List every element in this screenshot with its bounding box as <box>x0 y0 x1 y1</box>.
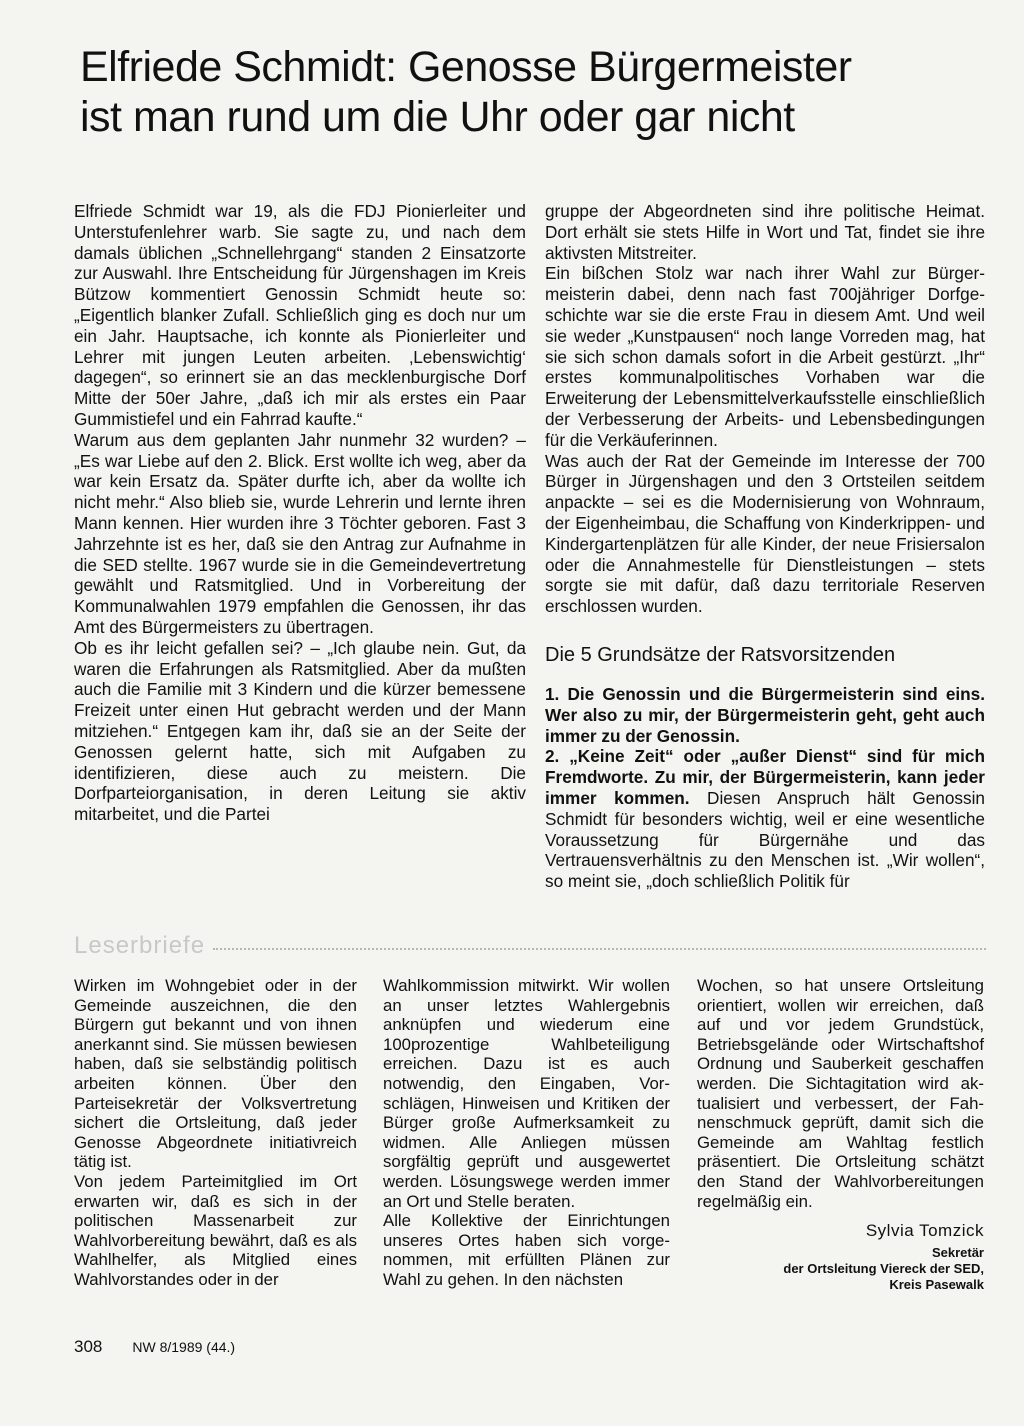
title-line-1: Elfriede Schmidt: Genosse Bürgermeister <box>80 43 852 91</box>
paragraph: gruppe der Abgeordneten sind ihre politische Heimat. Dort erhält sie stets Hilfe in Wort und Tat, findet sie ihre aktivsten Mitstreiter. <box>545 201 985 263</box>
paragraph: Warum aus dem geplanten Jahr nunmehr 32 wurden? – „Es war Liebe auf den 2. Blick. Erst wollte ich weg, aber da war kein Ersatz da. Später durfte ich, aber da wollte ich nicht mehr.“ Also blieb sie, wurde Lehrerin und lernte ihren Mann kennen. Hier wurden ihre 3 Töchter geboren. Fast 3 Jahrzehnte ist es her, daß sie den Antrag zur Aufnahme in die SED stellte. 1967 wurde sie in die Gemeindevertretung gewählt und Ratsmitglied. Und in Vorbereitung der Kommunalwahlen 1979 empfahlen die Genossen, ihr das Amt des Bürgermeisters zu übertragen. <box>74 429 526 637</box>
paragraph: Ein bißchen Stolz war nach ihrer Wahl zur Bürgermeisterin dabei, denn nach fast 700jähriger Dorfgeschichte war sie die erste Frau in diesem Amt. Und weil sie weder „Kunstpausen“ noch lange Vorreden mag, hat sie sich schon damals sofort in die Arbeit gestürzt. „Ihr“ erstes kommunalpolitisches Vorhaben war die Erweiterung der Lebensmittelverkaufsstelle einschließlich der Verbesserung der Arbeits- und Lebensbedingungen für die Verkäuferinnen. <box>545 263 985 450</box>
section-heading: Die 5 Grundsätze der Ratsvorsitzenden <box>545 643 896 666</box>
title-line-2: ist man rund um die Uhr oder gar nicht <box>80 93 795 141</box>
page-number: 308 <box>74 1337 103 1356</box>
paragraph: Wirken im Wohngebiet oder in der Gemeinde auszeichnen, die den Bürgern gut bekannt und von ihnen anerkannt sind. Sie müssen bewiesen haben, daß sie selbständig politisch arbeiten können. Über den Parteisekretär der Volksvertretung sichert die Ortsleitung, daß jeder Genosse Abgeordnete initiativreich tätig ist. <box>74 976 357 1172</box>
article-title <box>80 42 980 142</box>
author-name: Sylvia Tomzick <box>865 1221 984 1241</box>
paragraph: Wochen, so hat unsere Ortsleitung orientiert, wollen wir erreichen, daß auf und vor jedem Grundstück, Betriebsgelände oder Wirtschaftshof Ordnung und Sauberkeit geschaffen werden. Die Sichtagitation wird aktualisiert und verbessert, der Fahnenschmuck geprüft, damit sich die Gemeinde am Wahltag festlich präsentiert. Die Ortsleitung schätzt den Stand der Wahlvorbereitungen regelmäßig ein. <box>697 976 984 1211</box>
principle-1: 1. Die Genossin und die Bürgermeisterin sind eins. Wer also zu mir, der Bürgermeisterin geht, geht auch immer zu der Genossin. <box>545 683 985 746</box>
author-role-line: der Ortsleitung Viereck der SED, <box>783 1260 984 1276</box>
rubric-divider <box>213 948 986 950</box>
paragraph: Alle Kollektive der Einrichtungen unseres Ortes haben sich vorgenommen, mit erfüllten Plänen zur Wahl zu gehen. In den nächsten <box>383 1211 670 1289</box>
section-rubric <box>74 926 986 966</box>
article-column-right <box>545 201 985 892</box>
paragraph: Elfriede Schmidt war 19, als die FDJ Pionierleiter und Unterstufenlehrer warb. Sie sagte zu, und nach dem damals üblichen „Schnellehrgang“ standen 2 Einsatzorte zur Auswahl. Ihre Entscheidung für Jürgenshagen im Kreis Bützow kommentiert Genossin Schmidt heute so: „Eigentlich blanker Zufall. Schließlich ging es doch nur um ein Jahr. Hauptsache, ich konnte als Pionierleiter und Lehrer mit jungen Leuten arbeiten. ‚Lebenswichtig‘ dagegen“, so erinnert sie an das mecklenburgische Dorf Mitte der 50er Jahre, „daß ich mir als erstes ein Paar Gummistiefel und ein Fahrrad kaufte.“ <box>74 201 526 429</box>
rubric-label: Leserbriefe <box>74 932 206 959</box>
issue-reference: NW 8/1989 (44.) <box>132 1339 236 1355</box>
paragraph: Wahlkommission mitwirkt. Wir wollen an unser letztes Wahlergebnis anknüpfen und wiederum eine 100prozentige Wahlbeteiligung erreichen. Dazu ist es auch notwendig, den Eingaben, Vorschlägen, Hinweisen und Kritiken der Bürger große Aufmerksamkeit zu widmen. Alle Anliegen müssen sorgfältig geprüft und ausgewertet werden. Lösungswege werden immer an Ort und Stelle beraten. <box>383 976 670 1211</box>
principle-2-bold: 2. „Keine Zeit“ oder „außer Dienst“ sind für mich Fremdworte. Zu mir, der Bürgermeisterin, kann jeder immer kommen. <box>545 746 985 808</box>
author-role-line: Kreis Pasewalk <box>889 1276 984 1292</box>
author-role-line: Sekretär <box>931 1244 984 1260</box>
letter-column-3 <box>697 976 984 1293</box>
paragraph: Von jedem Parteimitglied im Ort erwarten wir, daß es sich in der politischen Massenarbeit zur Wahlvorbereitung bewährt, daß es als Wahlhelfer, als Mitglied eines Wahlvorstandes oder in der <box>74 1171 357 1289</box>
letter-column-1 <box>74 976 357 1290</box>
page-footer <box>74 1337 235 1357</box>
principle-2 <box>545 746 985 892</box>
author-role <box>697 1245 984 1293</box>
article-column-left <box>74 201 526 825</box>
paragraph: Was auch der Rat der Gemeinde im Interesse der 700 Bürger in Jürgenshagen und den 3 Ortsteilen seitdem anpackte – sei es die Modernisierung von Wohnraum, der Eigenheimbau, die Schaffung von Kinderkrippen- und Kindergartenplätzen für alle Kinder, der neue Frisiersalon oder die Annahmestelle für Dienstleistungen – stets sorgte sie mit dafür, daß dazu territoriale Reserven erschlossen wurden. <box>545 450 985 617</box>
paragraph: Ob es ihr leicht gefallen sei? – „Ich glaube nein. Gut, da waren die Erfahrungen als Ratsmitglied. Aber da mußten auch die Familie mit 3 Kindern und die kürzer bemessene Freizeit unter einen Hut gebracht werden und der Mann mitziehen.“ Entgegen kam ihr, daß sie an der Seite der Genossen gelernt hatte, sich mit Aufgaben zu identifizieren, diese auch zu meistern. Die Dorfparteiorganisation, in deren Leitung sie aktiv mitarbeitet, und die Partei <box>74 637 526 825</box>
letter-column-2 <box>383 976 670 1290</box>
principle-2-text: Diesen Anspruch hält Genossin Schmidt für besonders wichtig, weil er eine wesentliche Voraussetzung für Bürgernähe und das Vertrauensverhältnis zu den Menschen ist. „Wir wollen“, so meint sie, „doch schließlich Politik für <box>545 787 985 892</box>
